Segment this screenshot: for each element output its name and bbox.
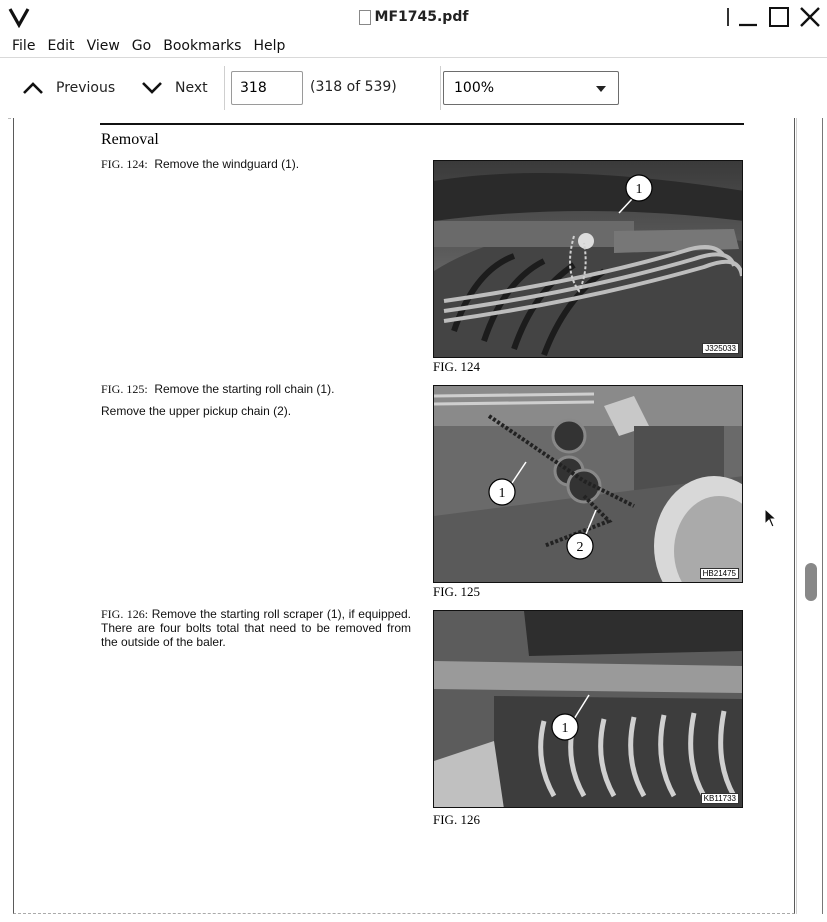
vertical-scrollbar[interactable]	[796, 118, 822, 914]
fig-125-image	[433, 385, 743, 583]
viewer-edge	[822, 118, 823, 914]
fig-126-ref: FIG. 126:	[101, 607, 149, 621]
minimize-icon[interactable]	[736, 5, 760, 29]
menu-file[interactable]: File	[12, 37, 36, 54]
zoom-select[interactable]	[443, 71, 619, 105]
menu-bookmarks[interactable]: Bookmarks	[163, 37, 242, 54]
fig-126-image-code: KB11733	[701, 793, 739, 804]
toolbar	[0, 58, 827, 118]
chevron-down-icon	[141, 81, 163, 95]
fig-124-image	[433, 160, 743, 358]
fig-125-callout-1: 1	[498, 486, 506, 501]
fig-124-text	[101, 157, 299, 171]
previous-label: Previous	[56, 80, 116, 96]
dropdown-arrow-icon	[596, 86, 606, 92]
next-button[interactable]	[141, 76, 208, 100]
document-icon	[359, 10, 371, 25]
fig-125-instruction: Remove the starting roll chain (1).	[154, 382, 335, 396]
toolbar-separator	[440, 66, 441, 110]
fig-124-caption: FIG. 124	[433, 359, 480, 374]
page-count: (318 of 539)	[310, 79, 397, 95]
maximize-icon[interactable]	[767, 5, 791, 29]
chevron-up-icon	[22, 81, 44, 95]
fig-126-caption: FIG. 126	[433, 812, 480, 827]
heading-rule	[100, 123, 744, 125]
fig-125-instruction-2: Remove the upper pickup chain (2).	[101, 404, 292, 418]
fig-124-image-code: J325033	[702, 343, 739, 354]
fig-126-instruction: Remove the starting roll scraper (1), if equipped. There are four bolts total that need to be removed from the outside of the baler.	[101, 607, 412, 649]
previous-button[interactable]	[22, 76, 115, 100]
fig-124-instruction: Remove the windguard (1).	[154, 157, 300, 171]
fig-125-ref: FIG. 125:	[101, 382, 148, 396]
fig-126-text	[101, 607, 411, 649]
menu-edit[interactable]: Edit	[47, 37, 75, 54]
menu-go[interactable]: Go	[131, 37, 152, 54]
toolbar-separator	[224, 66, 225, 110]
window-title: MF1745.pdf	[374, 9, 469, 25]
page-number-input[interactable]	[231, 71, 303, 105]
menu-help[interactable]: Help	[253, 37, 286, 54]
mouse-cursor-icon	[764, 508, 778, 528]
fig-126-callout-1: 1	[561, 721, 569, 736]
scrollbar-thumb[interactable]	[805, 563, 817, 601]
close-icon[interactable]	[798, 5, 822, 29]
fig-125-caption: FIG. 125	[433, 584, 480, 599]
fig-125-image-code: HB21475	[700, 568, 739, 579]
section-heading: Removal	[101, 131, 159, 148]
menu-view[interactable]: View	[86, 37, 120, 54]
next-label: Next	[175, 80, 208, 96]
fig-125-text	[101, 382, 334, 396]
document-viewer[interactable]	[0, 118, 827, 922]
title-bar	[0, 0, 827, 34]
menu-bar	[0, 34, 827, 58]
fig-124-callout-1: 1	[635, 182, 643, 197]
fig-125-callout-2: 2	[576, 540, 584, 555]
fig-126-image	[433, 610, 743, 808]
title-separator	[727, 8, 729, 26]
zoom-value: 100%	[454, 80, 495, 96]
fig-124-ref: FIG. 124:	[101, 157, 148, 171]
